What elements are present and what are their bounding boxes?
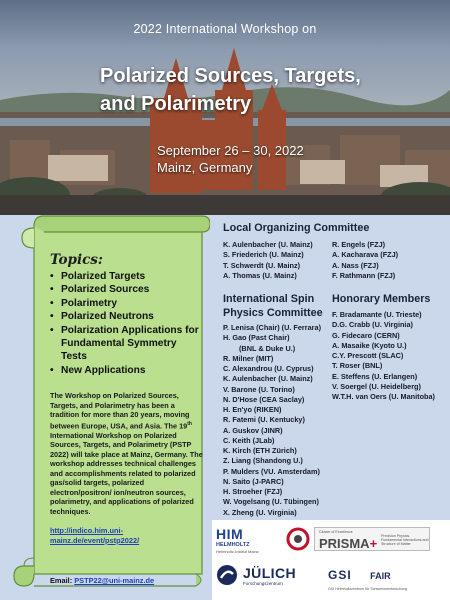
spin-committee-title [223,293,323,320]
prisma-plus: + [369,536,378,551]
honorary-member: A. Masaike (Kyoto U.) [332,340,407,350]
julich-wordmark: JÜLICH [243,565,296,581]
committee-member: H. En'yo (RIKEN) [223,405,282,414]
him-logo [216,526,259,554]
prisma-box [314,527,430,551]
event-url-link[interactable]: http://indico.him.uni-mainz.de/event/pstp2022/ [50,526,140,545]
topics-list [50,270,205,377]
workshop-title [100,62,400,118]
committee-member: X. Zheng (U. Virginia) [223,507,297,517]
description-part-1: The Workshop on Polarized Sources, Targets, and Polarimetry has been a tradition for more than 20 years, moving between Europe, USA, and Asia. The 19 [50,391,190,431]
committee-member: S. Friederich (U. Mainz) [223,250,304,260]
committee-member: V. Barone (U. Torino) [223,384,295,394]
gsi-wordmark: GSI [328,568,352,582]
topic-item: • Polarized Neutrons [50,310,205,323]
gsi-fair-logo [328,566,446,591]
committee-member: R. Engels (FZJ) [332,240,386,249]
committee-member: H. Gao (Past Chair) [223,333,290,343]
honorary-member: G. Fidecaro (CERN) [332,330,400,340]
him-logo-mark: HIM [216,526,244,542]
spin-committee-members [223,323,321,518]
committee-member: A. Kacharava (FZJ) [332,250,399,260]
prisma-word: PRISMA [319,536,370,551]
workshop-dates: September 26 – 30, 2022 [157,143,304,158]
topic-item: • Polarized Targets [50,270,205,283]
prisma-description: Precision Physics, Fundamental Interactions and Structure of Matter [381,534,429,547]
gsi-subtitle: GSI Helmholtzzentrum für Schwerionenforschung [328,587,407,591]
committee-member: K. Aulenbacher (U. Mainz) [223,374,313,384]
julich-emblem-icon [216,564,238,586]
hero-banner [0,0,450,215]
honorary-member: T. Roser (BNL) [332,361,383,371]
him-logo-line: HELMHOLTZ [216,542,250,548]
committee-member: F. Rathmann (FZJ) [332,270,396,280]
honorary-member: F. Bradamante (U. Trieste) [332,310,422,319]
topic-item: • Polarimetry [50,297,205,310]
honorary-member: V. Soergel (U. Heidelberg) [332,381,421,391]
committee-member: Z. Liang (Shandong U.) [223,456,303,466]
topic-item: • Polarized Sources [50,283,205,296]
local-committee-right [332,240,398,281]
description-superscript: th [187,420,192,427]
him-logo-subtitle: Helmholtz-Institut Mainz [216,548,259,554]
julich-subtitle: Forschungszentrum [243,581,283,586]
spin-title-line-2: Physics Committee [223,306,323,319]
topics-heading: Topics: [50,252,103,268]
local-committee-title: Local Organizing Committee [223,222,370,234]
committee-member: N. Saito (J-PARC) [223,476,284,486]
committee-member: C. Alexandrou (U. Cyprus) [223,364,314,373]
committee-member: R. Fatemi (U. Kentucky) [223,415,305,425]
committee-member: T. Schwerdt (U. Mainz) [223,260,301,270]
honorary-member: W.T.H. van Oers (U. Manitoba) [332,392,435,401]
honorary-member: D.G. Crabb (U. Virginia) [332,320,413,330]
committee-member: R. Milner (MIT) [223,353,274,363]
description-part-2: International Workshop on Polarized Sources, Targets, and Polarimetry (PSTP 2022) will take place at Mainz, Germany. The workshop addresses technical challenges and accomplishments related to polarized gas/solid targets, polarized electron/positron/ ion/neutron sources, polarimetry, and applications of polarized techniques. [50,430,203,516]
workshop-place: Mainz, Germany [157,160,253,175]
committee-member: P. Lenisa (Chair) (U. Ferrara) [223,323,321,332]
fair-wordmark: FAIR [370,571,391,581]
workshop-kicker: 2022 International Workshop on [133,22,317,36]
committee-member: P. Mulders (VU. Amsterdam) [223,466,320,476]
local-committee-left [223,240,313,281]
spin-title-line-1: International Spin [223,293,315,305]
committee-member-affiliation: (BNL & Duke U.) [239,343,296,353]
title-line-2: and Polarimetry [100,93,252,115]
workshop-description [50,391,205,516]
email-link[interactable]: PSTP22@uni-mainz.de [74,576,155,585]
email-label: Email: [50,576,75,585]
committee-member: A. Nass (FZJ) [332,260,379,270]
julich-text [243,565,296,586]
topic-item: • Polarization Applications for Fundamental Symmetry Tests [50,324,205,364]
committee-member: N. D'Hose (CEA Saclay) [223,394,305,404]
committee-member: W. Vogelsang (U. Tübingen) [223,497,319,507]
topic-item: • New Applications [50,364,205,377]
sponsor-logos [212,520,450,600]
honorary-member: C.Y. Prescott (SLAC) [332,351,404,360]
scroll-content [50,252,205,545]
prisma-kicker: Cluster of Excellence [319,530,353,534]
committee-member: K. Kirch (ETH Zürich) [223,446,297,455]
contact-email [50,576,154,585]
committee-member: A. Guskov (JINR) [223,425,283,435]
committee-member: H. Stroeher (FZJ) [223,487,283,496]
title-line-1: Polarized Sources, Targets, [100,65,361,87]
prisma-emblem-icon [286,527,310,551]
honorary-members-title: Honorary Members [332,293,431,305]
honorary-members-list [332,310,435,402]
workshop-date-place [157,142,304,176]
prisma-wordmark [319,535,377,553]
topics-scroll [10,214,210,594]
honorary-member: E. Steffens (U. Erlangen) [332,371,418,381]
committee-member: C. Keith (JLab) [223,435,275,445]
committee-member: A. Thomas (U. Mainz) [223,270,297,280]
committee-member: K. Aulenbacher (U. Mainz) [223,240,313,249]
